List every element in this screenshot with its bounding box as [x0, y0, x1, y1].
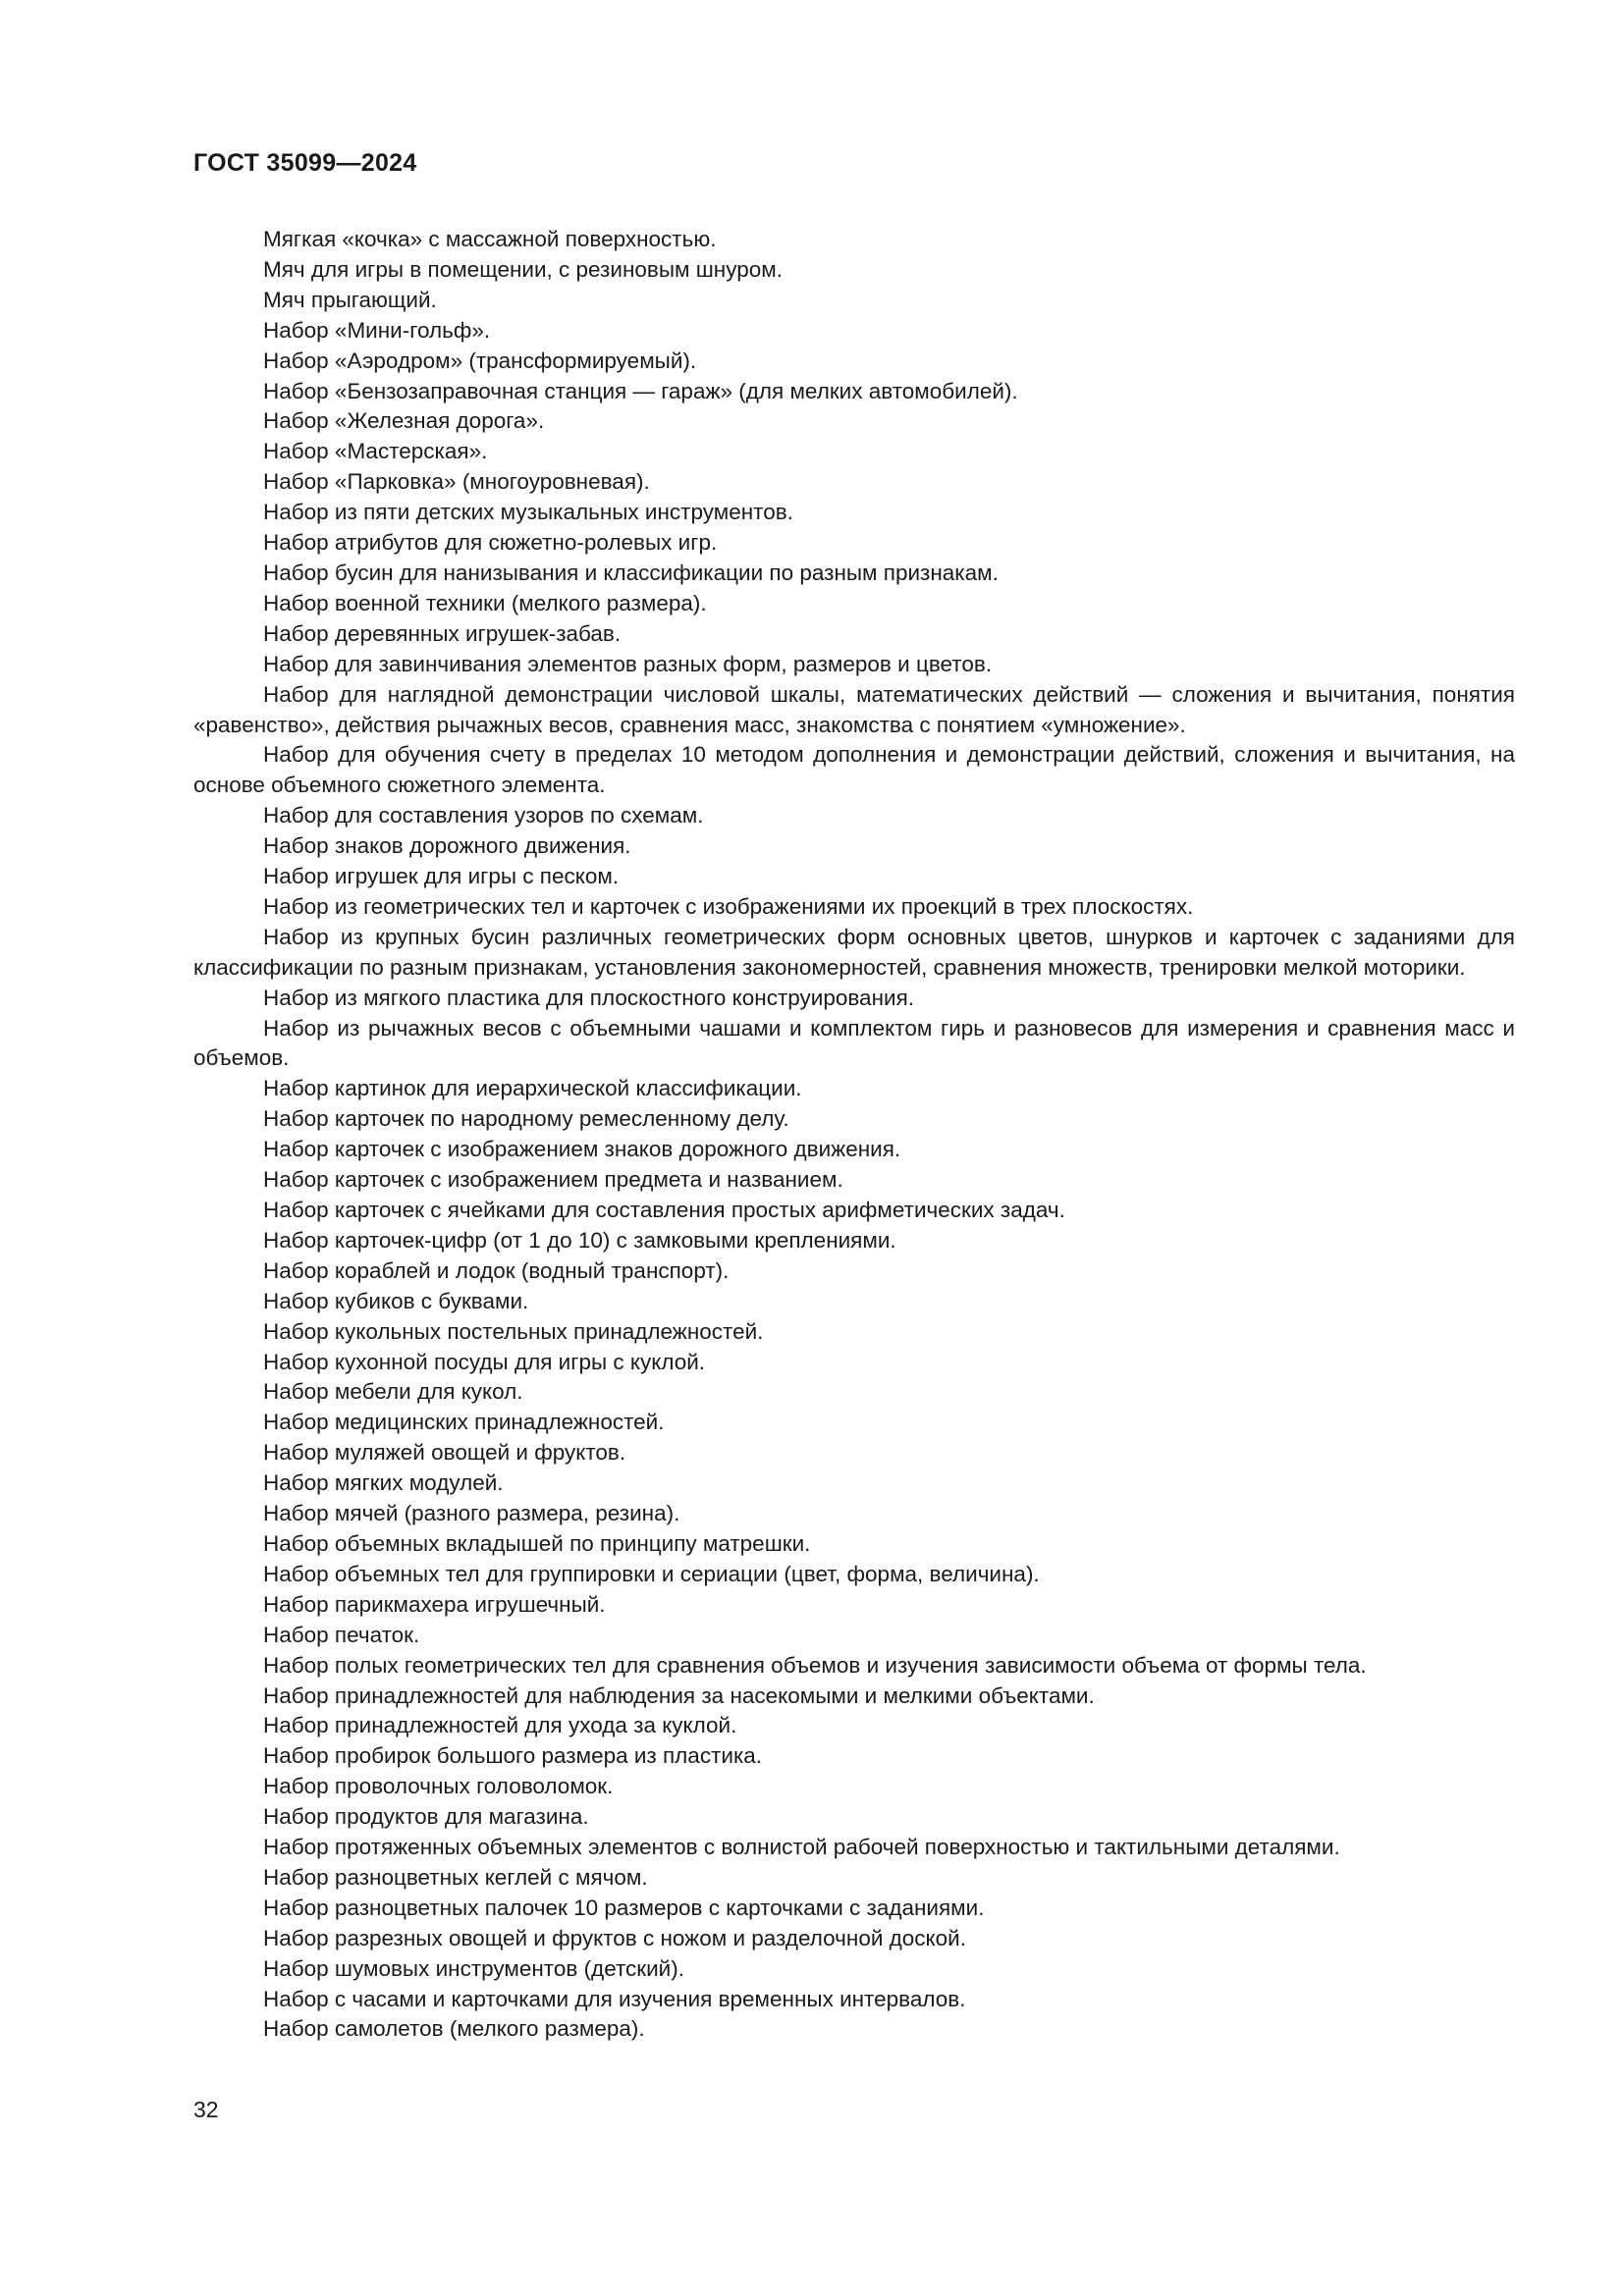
list-item: Набор атрибутов для сюжетно-ролевых игр. — [263, 530, 718, 556]
list-item: Набор для обучения счету в пределах 10 методом дополнения и демонстрации действий, сложения и вычитания, на основе объемного сюжетного элемента. — [193, 742, 1515, 798]
list-item: Набор «Мастерская». — [263, 439, 488, 464]
list-item: Набор проволочных головоломок. — [263, 1774, 614, 1799]
list-item: Набор деревянных игрушек-забав. — [263, 620, 622, 646]
list-item: Набор для составления узоров по схемам. — [263, 803, 704, 828]
list-item: Набор карточек с изображением предмета и названием. — [263, 1167, 843, 1193]
list-item: Набор продуктов для магазина. — [263, 1804, 589, 1830]
list-item: Набор знаков дорожного движения. — [263, 833, 631, 859]
list-item: Набор из мягкого пластика для плоскостного конструирования. — [263, 985, 915, 1010]
list-item: Набор принадлежностей для ухода за куклой. — [263, 1713, 737, 1738]
list-item: Набор разноцветных палочек 10 размеров с карточками с заданиями. — [263, 1895, 985, 1920]
list-item: Набор кукольных постельных принадлежностей. — [263, 1318, 764, 1344]
list-item: Набор из крупных бусин различных геометрических форм основных цветов, шнурков и карточек с заданиями для классификации по разным признакам, установления закономерностей, сравнения множеств, тренировки мелкой моторики. — [193, 924, 1515, 980]
list-item: Набор для наглядной демонстрации числовой шкалы, математических действий — сложения и вычитания, понятия «равенство», действия рычажных весов, сравнения масс, знакомства с понятием «умножение». — [193, 681, 1515, 737]
list-item: Набор «Аэродром» (трансформируемый). — [263, 347, 697, 373]
page-number: 32 — [193, 2097, 219, 2122]
list-item: Набор с часами и карточками для изучения временных интервалов. — [263, 1986, 966, 2011]
list-item: Набор объемных вкладышей по принципу матрешки. — [263, 1530, 811, 1556]
list-item: Набор мебели для кукол. — [263, 1379, 523, 1405]
list-item: Мяч прыгающий. — [263, 287, 437, 312]
list-item: Набор пробирок большого размера из пластика. — [263, 1743, 763, 1769]
list-item: Мяч для игры в помещении, с резиновым шнуром. — [263, 256, 783, 282]
list-item: Набор самолетов (мелкого размера). — [263, 2016, 645, 2042]
equipment-list — [193, 225, 1515, 2045]
list-item: Набор мячей (разного размера, резина). — [263, 1501, 680, 1526]
list-item: Набор из геометрических тел и карточек с изображениями их проекций в трех плоскостях. — [263, 893, 1194, 919]
standard-header: ГОСТ 35099—2024 — [193, 149, 417, 177]
list-item: Набор печаток. — [263, 1622, 420, 1647]
list-item: Набор мягких модулей. — [263, 1470, 504, 1496]
list-item: Набор карточек с изображением знаков дорожного движения. — [263, 1137, 901, 1162]
list-item: Набор медицинских принадлежностей. — [263, 1410, 665, 1435]
list-item: Набор «Бензозаправочная станция — гараж» (для мелких автомобилей). — [263, 378, 1018, 403]
list-item: Набор карточек по народному ремесленному делу. — [263, 1106, 789, 1132]
list-item: Набор картинок для иерархической классификации. — [263, 1076, 802, 1101]
list-item: Набор игрушек для игры с песком. — [263, 864, 620, 889]
list-item: Набор «Железная дорога». — [263, 408, 545, 434]
list-item: Набор для завинчивания элементов разных форм, размеров и цветов. — [263, 651, 993, 676]
list-item: Набор полых геометрических тел для сравнения объемов и изучения зависимости объема от формы тела. — [263, 1652, 1367, 1678]
list-item: Набор кухонной посуды для игры с куклой. — [263, 1349, 706, 1374]
list-item: Набор принадлежностей для наблюдения за насекомыми и мелкими объектами. — [263, 1682, 1095, 1708]
list-item: Набор разноцветных кеглей с мячом. — [263, 1864, 648, 1890]
list-item: Набор военной техники (мелкого размера). — [263, 590, 707, 615]
list-item: Набор муляжей овощей и фруктов. — [263, 1440, 626, 1466]
list-item: Набор шумовых инструментов (детский). — [263, 1955, 684, 1981]
list-item: Набор объемных тел для группировки и сериации (цвет, форма, величина). — [263, 1561, 1040, 1586]
list-item: Набор из рычажных весов с объемными чашами и комплектом гирь и разновесов для измерения и сравнения масс и объемов. — [193, 1015, 1515, 1071]
list-item: Набор «Мини-гольф». — [263, 317, 491, 343]
list-item: Набор парикмахера игрушечный. — [263, 1591, 606, 1617]
list-item: Набор кораблей и лодок (водный транспорт). — [263, 1257, 730, 1283]
list-item: Набор протяженных объемных элементов с волнистой рабочей поверхностью и тактильными деталями. — [263, 1835, 1340, 1860]
list-item: Набор «Парковка» (многоуровневая). — [263, 469, 650, 495]
list-item: Мягкая «кочка» с массажной поверхностью. — [263, 227, 717, 251]
list-item: Набор кубиков с буквами. — [263, 1288, 529, 1313]
list-item: Набор разрезных овощей и фруктов с ножом и разделочной доской. — [263, 1925, 966, 1950]
list-item: Набор бусин для нанизывания и классификации по разным признакам. — [263, 560, 999, 585]
list-item: Набор из пяти детских музыкальных инструментов. — [263, 500, 793, 525]
list-item: Набор карточек с ячейками для составления простых арифметических задач. — [263, 1198, 1065, 1222]
list-item: Набор карточек-цифр (от 1 до 10) с замковыми креплениями. — [263, 1227, 896, 1253]
